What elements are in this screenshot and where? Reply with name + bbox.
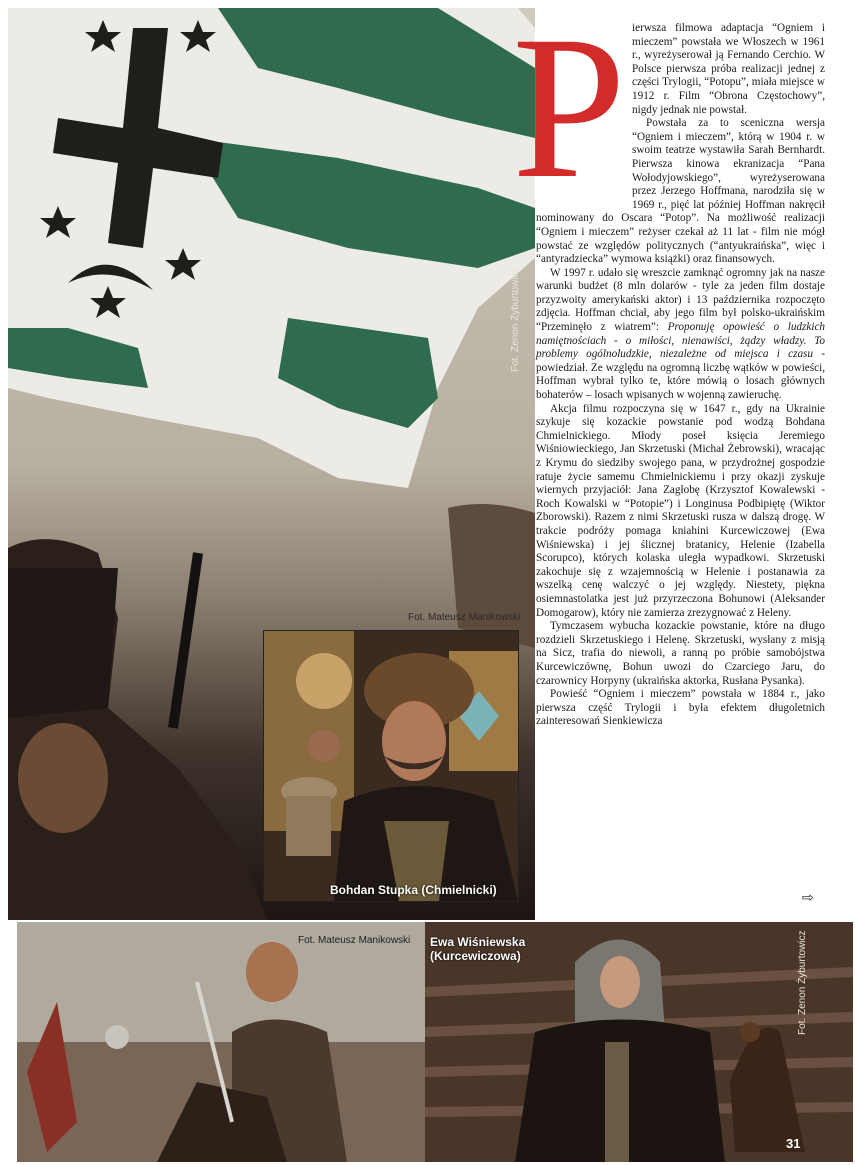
paragraph-1-text: ierwsza filmowa adaptacja “Ogniem i mieczem” powstała we Włoszech w 1961 r., wyreżyserował ją Fernando Cerchio. W Polsce pierwsza próba realizacji jednej z części Trylogii, “Potopu”, miała miejsce w 1912 r. Film “Obrona Częstochowy”, nigdy jednak nie powstał. — [632, 22, 825, 116]
skrzetuski-battle-photo — [17, 922, 425, 1162]
hoffman-quote: Proponuję opowieść o ludzkich namiętnościach - o miłości, nienawiści, żądzy władzy. To problemy ogólnoludzkie, niezależne od miejsca i czasu — [536, 321, 825, 361]
inset-caption: Bohdan Stupka (Chmielnicki) — [330, 883, 497, 897]
caption-name: Ewa Wiśniewska — [430, 935, 526, 949]
paragraph-3 — [536, 267, 825, 403]
page-number: 31 — [786, 1136, 801, 1151]
photo-credit-main: Fot. Zenon Żyburtowicz — [510, 267, 521, 372]
photo-credit-main-horizontal: Fot. Mateusz Manikowski — [408, 612, 521, 623]
bohdan-stupka-photo — [263, 630, 519, 902]
photo-credit-bottom-right: Fot. Zenon Żyburtowicz — [797, 930, 808, 1035]
paragraph-3-text-b: - powiedział. Ze względu na ogromną liczbę wątków w powieści, Hoffman wybrał tylko te, które mówią o losach głównych bohaterów – losach wpisanych w wojenną zawieruchę. — [536, 348, 825, 402]
paragraph-6: Powieść “Ogniem i mieczem” powstała w 1884 r., jako pierwsza część Trylogii i była efektem długoletnich zainteresowań Sienkiewicza — [536, 688, 825, 728]
photo-credit-bottom-left: Fot. Mateusz Manikowski — [298, 935, 411, 946]
bottom-right-caption — [430, 935, 525, 963]
paragraph-2: Powstała za to sceniczna wersja “Ogniem i mieczem”, którą w 1904 r. w swoim teatrze wystawiła Sarah Bernhardt. Pierwsza kinowa ekranizacja “Pana Wołodyjowskiego”, wyreżyserowana przez Jerzego Hoffmana, narodziła się w 1969 r., pięć lat później Hoffman nakręcił nominowany do Oscara “Potop”. Na możliwość realizacji “Ogniem i mieczem” reżyser czekał aż 11 lat - film nie mógł powstać ze względów politycznych (“antyukraińska”, więc i “antyradziecka” wymowa książki) oraz finansowych. — [536, 117, 825, 266]
continue-arrow-icon: ⇨ — [802, 890, 814, 906]
paragraph-5: Tymczasem wybucha kozackie powstanie, które na długo rozdzieli Skrzetuskiego i Helenę. Skrzetuski, wysłany z misją na Sicz, trafia do niewoli, a ranną po próbie samobójstwa Kurcewiczównę, Bohun uwozi do Czarciego Jaru, do czarownicy Horpyny (ukraińska aktorka, Rusłana Pysanka). — [536, 620, 825, 687]
paragraph-3-text-a: W 1997 r. udało się wreszcie zamknąć ogromny jak na nasze warunki budżet (8 mln dolarów - tyle za jeden film dostaje przyzwoity amerykański aktor) i 13 października rozpoczęto zdjęcia. Hoffman chciał, aby jego film był polsko-ukraińskim “Przeminęło z wiatrem”: — [536, 266, 825, 334]
drop-cap: P — [512, 0, 627, 221]
paragraph-4: Akcja filmu rozpoczyna się w 1647 r., gdy na Ukrainie szykuje się kozackie powstanie pod wodzą Bohdana Chmielnickiego. Młody poseł księcia Jeremiego Wiśniowieckiego, Jan Skrzetuski (Michał Żebrowski), wracając z Krymu do siedziby swojego pana, w przydrożnej gospodzie ratuje życie samemu Chmielnickiemu i przy okazji zyskuje wiernych przyjaciół: Jana Zagłobę (Krzysztof Kowalewski - Roch Kowalski w “Potopie”) i Longinusa Podbipiętę (Wiktor Zborowski). Razem z nimi Skrzetuski rusza w dalszą drogę. W trakcie podróży pomaga kniahini Kurcewiczowej (Ewa Wiśniewska) i jej ślicznej bratanicy, Helenie (Izabella Scorupco), których kolaska uległa wypadkowi. Skrzetuski zakochuje się z wzajemnością w Helenie i postanawia za wszelką cenę walczyć o jej względy. Niestety, piękna osiemnastolatka jest już przyrzeczona Bohunowi (Aleksander Domogarow), który nie zamierza zrezygnować z Heleny. — [536, 402, 825, 619]
caption-role: (Kurcewiczowa) — [430, 949, 521, 963]
